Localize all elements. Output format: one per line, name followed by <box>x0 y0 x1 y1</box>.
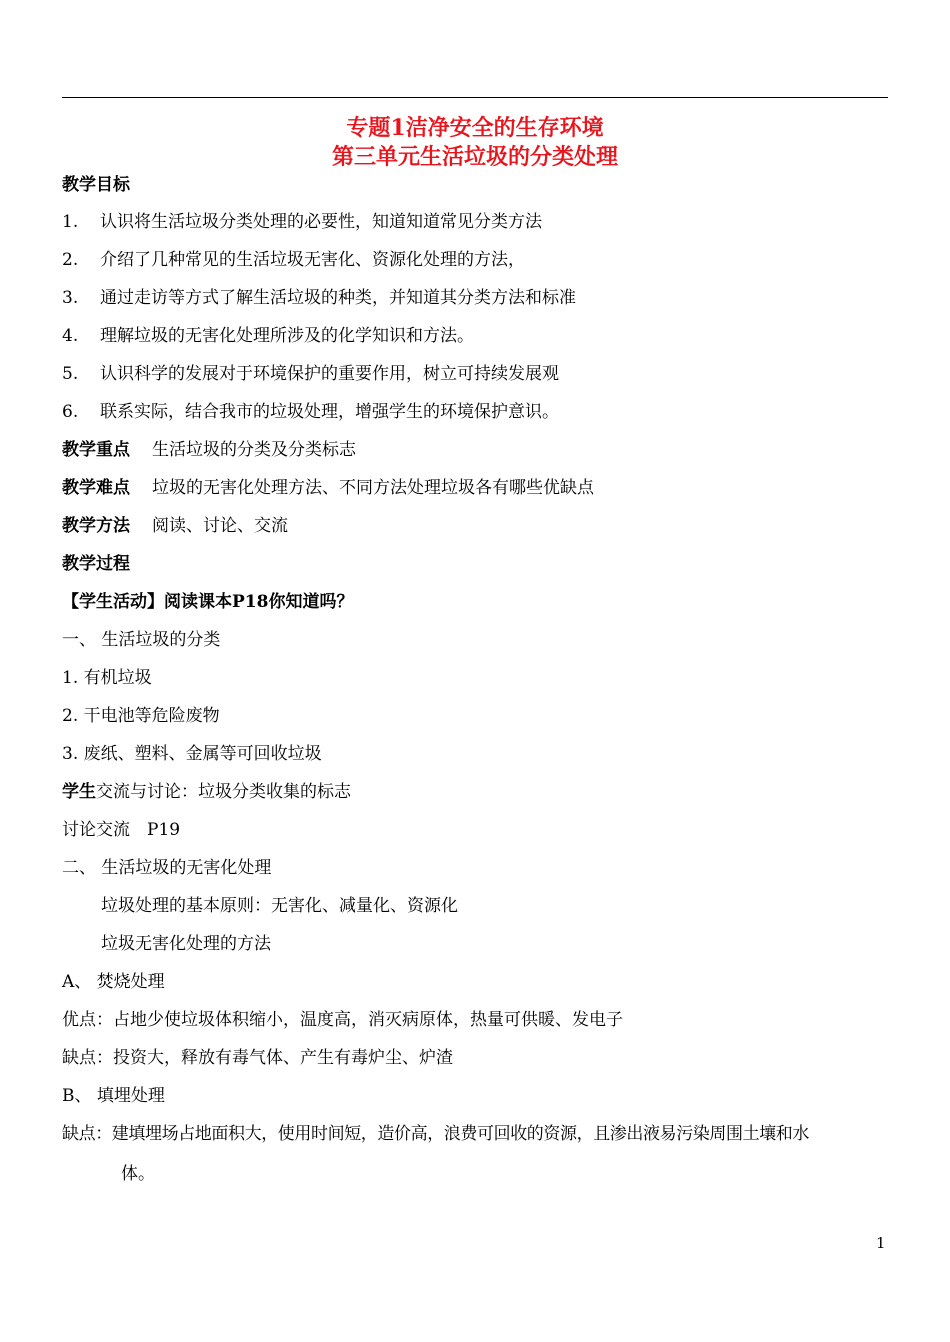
key-point-row <box>62 439 356 461</box>
category-item: 3. 废纸、塑料、金属等可回收垃圾 <box>62 744 322 764</box>
discussion-bold: 学生 <box>62 782 96 802</box>
goal-num: 6. <box>62 402 79 422</box>
key-point-text: 生活垃圾的分类及分类标志 <box>152 440 356 460</box>
goal-item <box>62 249 525 271</box>
difficulty-row <box>62 477 594 499</box>
goal-item <box>62 211 542 233</box>
goal-num: 2. <box>62 250 79 270</box>
method-text: 阅读、讨论、交流 <box>152 516 288 536</box>
goal-item <box>62 363 559 385</box>
discussion-line <box>62 781 351 803</box>
goal-item <box>62 287 576 309</box>
goal-num: 4. <box>62 326 79 346</box>
goal-text: 联系实际，结合我市的垃圾处理，增强学生的环境保护意识。 <box>100 402 559 422</box>
header-rule <box>62 97 888 98</box>
discussion-line-2: 讨论交流 P19 <box>62 820 181 840</box>
process-heading: 教学过程 <box>62 554 130 574</box>
goal-num: 1. <box>62 212 79 232</box>
method-b-cons-line-1: 缺点：建填埋场占地面积大，使用时间短，造价高，浪费可回收的资源，且渗出液易污染周围土壤和水 <box>62 1124 809 1144</box>
method-row <box>62 515 288 537</box>
method-b-cons-line-2: 体。 <box>121 1164 155 1184</box>
difficulty-label: 教学难点 <box>62 478 130 498</box>
method-b-heading: B、 填埋处理 <box>62 1086 165 1106</box>
goal-num: 3. <box>62 288 79 308</box>
goals-heading: 教学目标 <box>62 175 130 195</box>
key-point-label: 教学重点 <box>62 440 130 460</box>
student-activity: 【学生活动】阅读课本P18你知道吗？ <box>62 592 354 612</box>
section-1-heading: 一、 生活垃圾的分类 <box>62 630 221 650</box>
category-item: 1. 有机垃圾 <box>62 668 152 688</box>
goal-text: 通过走访等方式了解生活垃圾的种类，并知道其分类方法和标准 <box>100 288 576 308</box>
goal-text: 认识科学的发展对于环境保护的重要作用，树立可持续发展观 <box>100 364 559 384</box>
method-a-heading: A、 焚烧处理 <box>62 972 165 992</box>
methods-intro: 垃圾无害化处理的方法 <box>101 934 271 954</box>
goal-item <box>62 401 559 423</box>
method-a-pros: 优点：占地少使垃圾体积缩小，温度高，消灭病原体，热量可供暖、发电子 <box>62 1010 623 1030</box>
discussion-rest: 交流与讨论：垃圾分类收集的标志 <box>96 782 351 802</box>
difficulty-text: 垃圾的无害化处理方法、不同方法处理垃圾各有哪些优缺点 <box>152 478 594 498</box>
goal-num: 5. <box>62 364 79 384</box>
principle-line: 垃圾处理的基本原则：无害化、减量化、资源化 <box>101 896 458 916</box>
goal-text: 理解垃圾的无害化处理所涉及的化学知识和方法。 <box>100 326 474 346</box>
method-label: 教学方法 <box>62 516 130 536</box>
page-number: 1 <box>876 1234 886 1252</box>
method-a-cons: 缺点：投资大，释放有毒气体、产生有毒炉尘、炉渣 <box>62 1048 453 1068</box>
goal-text: 认识将生活垃圾分类处理的必要性，知道知道常见分类方法 <box>100 212 542 232</box>
goal-text: 介绍了几种常见的生活垃圾无害化、资源化处理的方法， <box>100 250 525 270</box>
category-item: 2. 干电池等危险废物 <box>62 706 220 726</box>
goal-item <box>62 325 474 347</box>
title-line-1: 专题1洁净安全的生存环境 <box>346 115 604 141</box>
section-2-heading: 二、 生活垃圾的无害化处理 <box>62 858 272 878</box>
title-line-2: 第三单元生活垃圾的分类处理 <box>331 144 618 170</box>
